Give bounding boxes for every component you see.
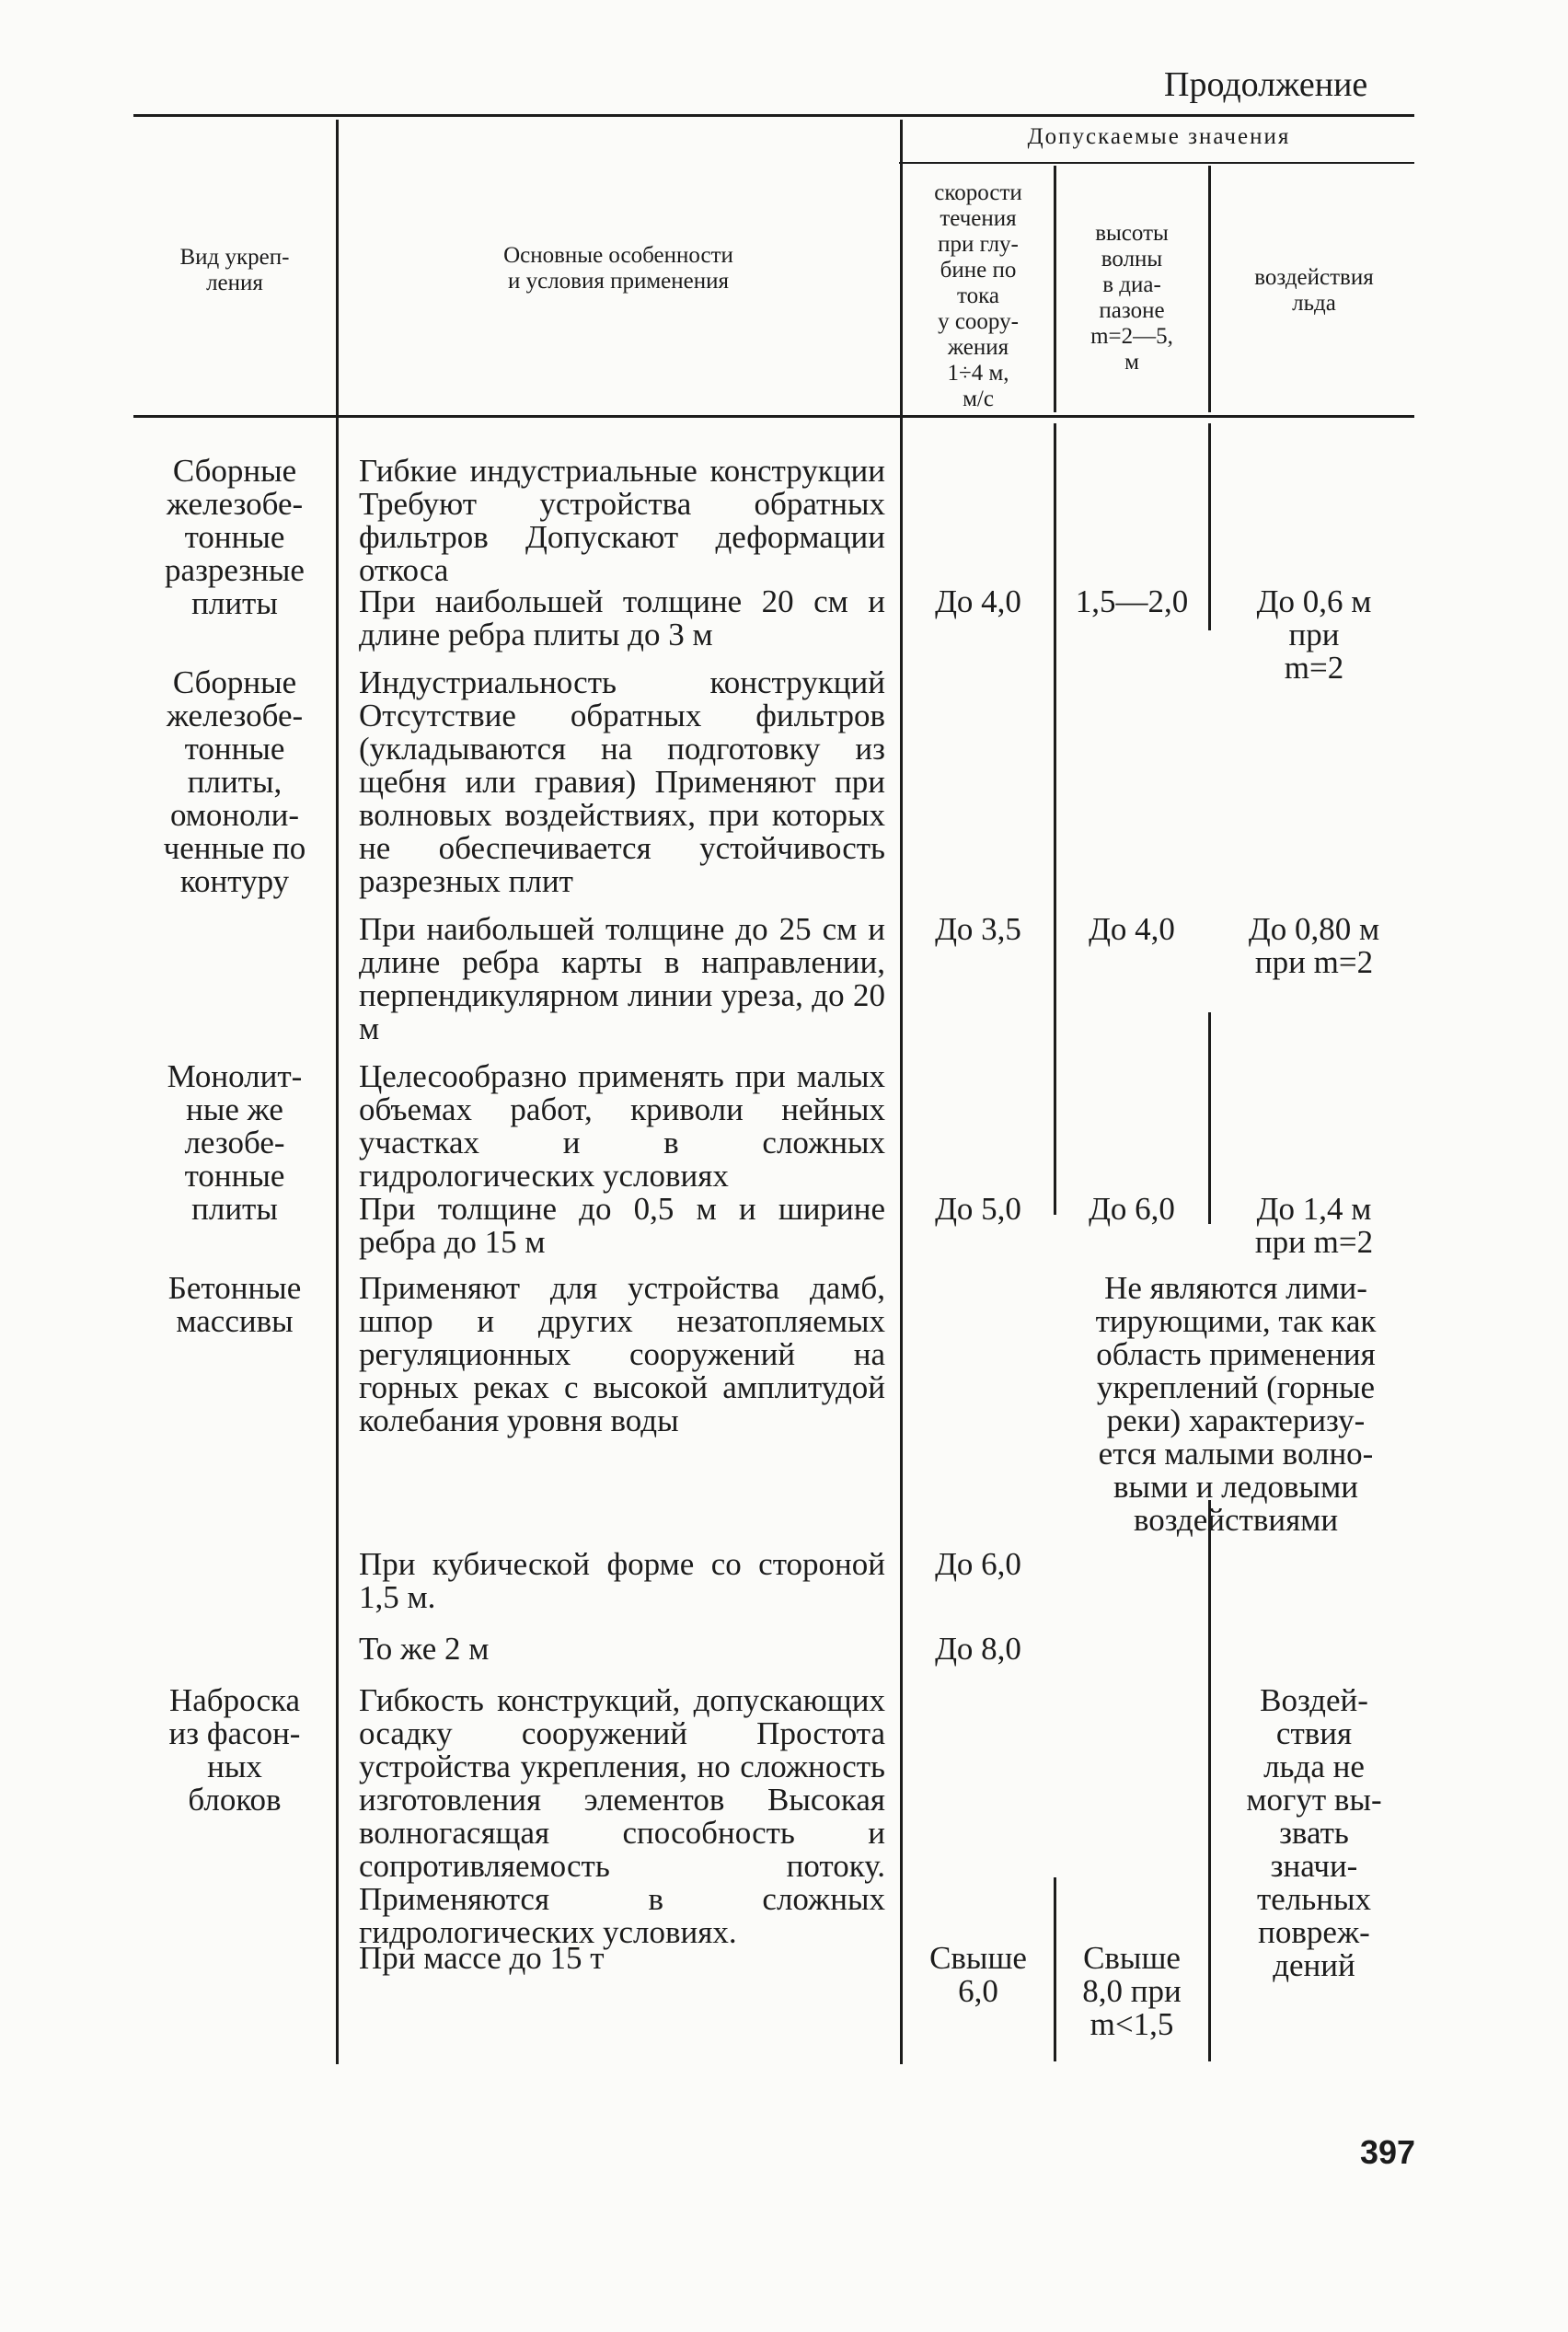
- row5-ice: Воздей- ствия льда не могут вы- звать значи- тельных повреж- дений: [1246, 1682, 1382, 1983]
- row4-features-b: При кубической форме со стороной 1,5 м.: [359, 1546, 885, 1615]
- row4-velocity-b: До 6,0: [935, 1546, 1021, 1582]
- header-features: Основные особенности и условия применения: [503, 243, 733, 294]
- row5-features-b: При массе до 15 т: [359, 1940, 605, 1976]
- row2-ice: До 0,80 м при m=2: [1248, 911, 1380, 980]
- col-divider-4-header: [1208, 166, 1211, 412]
- table-top-rule: [133, 114, 1414, 117]
- continuation-label: Продолжение: [1164, 65, 1368, 104]
- row2-wave: До 4,0: [1089, 911, 1175, 947]
- row5-features-a: Гибкость конструкций, допускающих осадку сооружений Простота устройства укрепления, но сложность изготовления элементов Высокая волногасящая способность и сопротивляемость потоку. Применяются в сложных гидрологических условиях.: [359, 1682, 885, 1950]
- page-number: 397: [1360, 2133, 1416, 2171]
- row1-wave: 1,5—2,0: [1075, 583, 1189, 619]
- row4-type: Бетонные массивы: [167, 1270, 302, 1339]
- row1-ice: До 0,6 м при m=2: [1256, 583, 1372, 686]
- col-divider-1: [336, 120, 339, 2064]
- row1-features-b: При наибольшей толщине 20 см и длине ребра плиты до 3 м: [359, 583, 885, 652]
- header-bottom-rule: [133, 415, 1414, 418]
- row3-ice: До 1,4 м при m=2: [1254, 1191, 1374, 1260]
- row5-velocity: Свыше 6,0: [929, 1940, 1027, 2009]
- row2-features-b: При наибольшей толщине до 25 см и длине ребра карты в направлении, перпендикулярном линии уреза, до 20 м: [359, 911, 885, 1046]
- row4-limit-note: Не являются лими- тирующими, так как область применения укреплений (горные реки) характеризу- ется малыми волно- выми и ледовыми воздействиями: [1095, 1270, 1377, 1538]
- header-velocity: скорости течения при глу- бине по тока у соору- жения 1÷4 м, м/с: [934, 180, 1022, 411]
- header-ice: воздействия льда: [1254, 265, 1374, 316]
- row1-type: Сборные железобе- тонные разрезные плиты: [165, 453, 305, 621]
- header-type: Вид укреп- ления: [179, 245, 290, 295]
- col-divider-4-a: [1208, 423, 1211, 630]
- row2-velocity: До 3,5: [935, 911, 1021, 947]
- row1-features-a: Гибкие индустриальные конструкции Требуют устройства обратных фильтров Допускают деформации откоса: [359, 453, 885, 588]
- row2-type: Сборные железобе- тонные плиты, омоноли- ченные по контуру: [163, 664, 306, 899]
- col-divider-3-b: [1054, 1877, 1056, 2061]
- header-allowed-values: Допускаемые значения: [1027, 124, 1291, 149]
- row4-features-c: То же 2 м: [359, 1631, 490, 1667]
- col-divider-3-a: [1054, 423, 1056, 1215]
- col-divider-4-c: [1208, 1500, 1211, 2061]
- col-divider-2: [900, 120, 903, 2064]
- row3-features-a: Целесообразно применять при малых объемах работ, криволи нейных участках и в сложных гидрологических условиях: [359, 1058, 885, 1194]
- row3-features-b: При толщине до 0,5 м и ширине ребра до 15 м: [359, 1191, 885, 1260]
- header-wave-height: высоты волны в диа- пазоне m=2—5, м: [1090, 221, 1173, 375]
- row4-features-a: Применяют для устройства дамб, шпор и других незатопляемых регуляционных сооружений на горных реках с высокой амплитудой колебания уровня воды: [359, 1270, 885, 1438]
- row1-velocity: До 4,0: [935, 583, 1021, 619]
- row3-type: Монолит- ные же лезобе- тонные плиты: [167, 1058, 303, 1227]
- col-divider-4-b: [1208, 1012, 1211, 1224]
- row5-wave: Свыше 8,0 при m<1,5: [1082, 1940, 1182, 2042]
- col-divider-3-header: [1054, 166, 1056, 412]
- row5-type: Наброска из фасон- ных блоков: [168, 1682, 301, 1818]
- row2-features-a: Индустриальность конструкций Отсутствие обратных фильтров (укладываются на подготовку из щебня или гравия) Применяют при волновых воздействиях, при которых не обеспечивается устойчивость разрезных плит: [359, 664, 885, 899]
- row4-velocity-c: До 8,0: [935, 1631, 1021, 1667]
- allowed-values-rule: [899, 162, 1414, 164]
- row3-velocity: До 5,0: [935, 1191, 1021, 1227]
- row3-wave: До 6,0: [1089, 1191, 1175, 1227]
